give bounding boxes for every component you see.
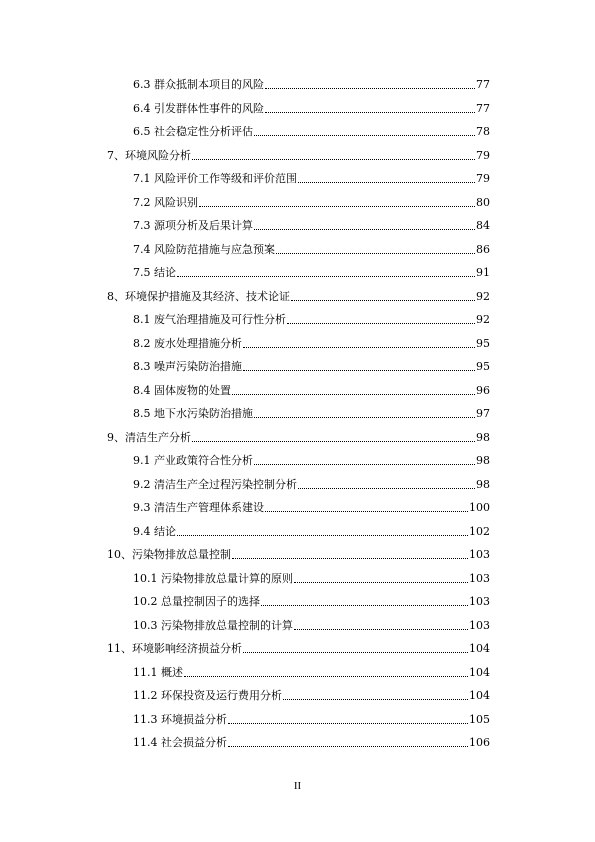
toc-entry-title: 9.1 产业政策符合性分析 [133,454,253,467]
toc-entry-title: 9.4 结论 [133,524,176,538]
toc-entry-title: 8、环境保护措施及其经济、技术论证 [107,289,290,303]
toc-dot-leader [298,488,475,489]
toc-entry-title: 9.2 清洁生产全过程污染控制分析 [133,477,297,491]
toc-entry-page: 91 [476,266,490,279]
toc-dot-leader [228,746,468,747]
toc-entry-page: 103 [469,618,490,632]
toc-entry-title: 8.5 地下水污染防治措施 [133,407,253,420]
toc-entry-title: 8.4 固体废物的处置 [133,383,231,397]
toc-entry-title: 11.2 环保投资及运行费用分析 [133,689,282,702]
toc-entry-page: 95 [476,336,490,350]
toc-entry-page: 104 [469,665,490,679]
toc-entry-page: 78 [476,125,490,138]
toc-entry-title: 6.5 社会稳定性分析评估 [133,125,253,138]
toc-dot-leader [228,723,468,724]
toc-entry-page: 103 [469,571,490,585]
toc-section-entry[interactable] [133,734,490,750]
toc-entry-title: 11.4 社会损益分析 [133,736,227,749]
toc-dot-leader [265,112,475,113]
toc-entry-title: 8.2 废水处理措施分析 [133,336,242,350]
toc-dot-leader [265,511,468,512]
toc-dot-leader [254,229,475,230]
toc-entry-title: 11、环境影响经济损益分析 [107,642,242,655]
toc-entry-title: 11.1 概述 [133,665,183,679]
toc-section-entry[interactable] [133,217,490,233]
toc-section-entry[interactable] [133,523,490,539]
toc-entry-page: 86 [476,242,490,256]
toc-dot-leader [243,347,475,348]
page-number: II [293,780,302,792]
toc-dot-leader [177,535,468,536]
toc-section-entry[interactable] [133,170,490,186]
toc-section-entry[interactable] [133,405,490,421]
toc-dot-leader [254,417,475,418]
toc-chapter-entry[interactable] [107,429,490,445]
toc-dot-leader [265,88,475,89]
toc-entry-page: 98 [476,477,490,491]
toc-entry-title: 6.3 群众抵制本项目的风险 [133,78,264,91]
toc-entry-title: 11.3 环境损益分析 [133,712,227,726]
toc-section-entry[interactable] [133,382,490,398]
toc-chapter-entry[interactable] [107,546,490,562]
toc-entry-title: 9、清洁生产分析 [107,430,191,444]
toc-dot-leader [294,582,468,583]
toc-dot-leader [287,323,475,324]
toc-entry-page: 96 [476,383,490,397]
toc-dot-leader [192,159,475,160]
toc-dot-leader [184,676,468,677]
toc-entry-page: 104 [469,689,490,702]
toc-dot-leader [232,394,475,395]
toc-chapter-entry[interactable] [107,147,490,163]
toc-dot-leader [276,253,475,254]
toc-dot-leader [294,629,468,630]
toc-entry-title: 10、污染物排放总量控制 [107,548,231,561]
toc-entry-page: 92 [476,289,490,303]
toc-entry-title: 10.2 总量控制因子的选择 [133,595,260,608]
toc-dot-leader [283,699,468,700]
toc-section-entry[interactable] [133,76,490,92]
toc-dot-leader [177,276,475,277]
toc-entry-page: 105 [469,712,490,726]
toc-dot-leader [261,605,468,606]
toc-section-entry[interactable] [133,100,490,116]
toc-section-entry[interactable] [133,452,490,468]
toc-section-entry[interactable] [133,194,490,210]
toc-dot-leader [298,182,475,183]
toc-entry-title: 8.3 噪声污染防治措施 [133,360,242,373]
toc-entry-title: 10.3 污染物排放总量控制的计算 [133,618,293,632]
toc-dot-leader [291,300,475,301]
toc-section-entry[interactable] [133,499,490,515]
toc-entry-title: 8.1 废气治理措施及可行性分析 [133,313,286,326]
toc-section-entry[interactable] [133,476,490,492]
toc-entry-title: 10.1 污染物排放总量计算的原则 [133,571,293,585]
toc-dot-leader [192,441,475,442]
toc-entry-page: 97 [476,407,490,420]
toc-entry-page: 98 [476,454,490,467]
toc-section-entry[interactable] [133,570,490,586]
toc-entry-page: 106 [469,736,490,749]
toc-chapter-entry[interactable] [107,288,490,304]
toc-entry-title: 7.4 风险防范措施与应急预案 [133,242,275,256]
toc-entry-page: 98 [476,430,490,444]
toc-dot-leader [199,206,475,207]
toc-entry-title: 7.3 源项分析及后果计算 [133,219,253,232]
toc-dot-leader [254,464,475,465]
toc-dot-leader [232,558,468,559]
toc-entry-page: 102 [469,524,490,538]
toc-entry-title: 7、环境风险分析 [107,148,191,162]
toc-entry-page: 95 [476,360,490,373]
toc-section-entry[interactable] [133,123,490,139]
toc-dot-leader [243,370,475,371]
toc-dot-leader [243,652,468,653]
toc-entry-page: 79 [476,148,490,162]
toc-section-entry[interactable] [133,711,490,727]
toc-entry-title: 7.2 风险识别 [133,195,198,209]
toc-entry-page: 79 [476,172,490,185]
toc-entry-page: 100 [469,501,490,514]
toc-entry-page: 104 [469,642,490,655]
toc-entry-title: 6.4 引发群体性事件的风险 [133,101,264,115]
toc-section-entry[interactable] [133,664,490,680]
toc-section-entry[interactable] [133,311,490,327]
toc-entry-page: 103 [469,595,490,608]
toc-entry-title: 7.1 风险评价工作等级和评价范围 [133,172,297,185]
toc-section-entry[interactable] [133,241,490,257]
toc-entry-page: 80 [476,195,490,209]
toc-section-entry[interactable] [133,593,490,609]
toc-section-entry[interactable] [133,617,490,633]
toc-section-entry[interactable] [133,358,490,374]
toc-entry-title: 7.5 结论 [133,266,176,279]
toc-entry-page: 103 [469,548,490,561]
toc-dot-leader [254,135,475,136]
toc-entry-title: 9.3 清洁生产管理体系建设 [133,501,264,514]
toc-chapter-entry[interactable] [107,640,490,656]
toc-entry-page: 92 [476,313,490,326]
toc-entry-page: 77 [476,78,490,91]
toc-section-entry[interactable] [133,264,490,280]
toc-section-entry[interactable] [133,687,490,703]
toc-section-entry[interactable] [133,335,490,351]
toc-entry-page: 84 [476,219,490,232]
toc-entry-page: 77 [476,101,490,115]
